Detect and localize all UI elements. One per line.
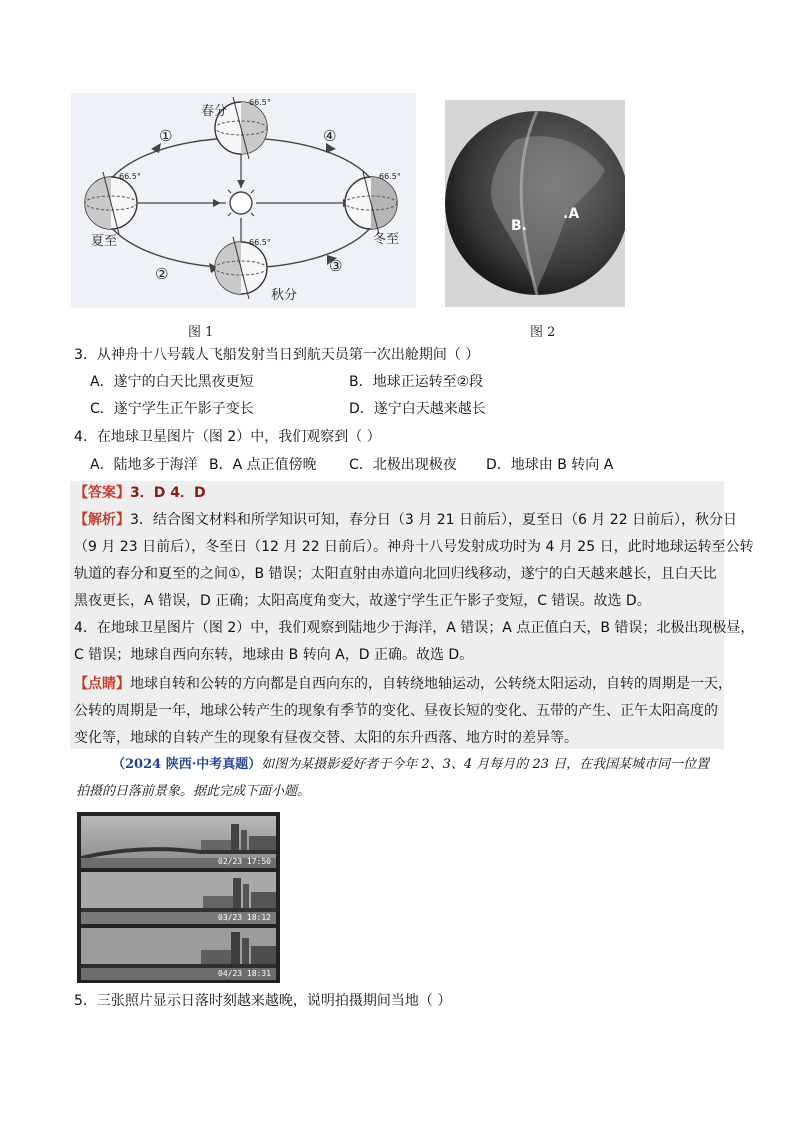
label-lat-autumn: 66.5° [249,238,271,247]
label-segment-3: ③ [329,257,343,275]
label-lat-winter: 66.5° [379,172,401,181]
q4-option-b: B．A 点正值傍晚 [209,457,317,473]
analysis-line-6: C 错误；地球自西向东转，地球由 B 转向 A，D 正确。故选 D。 [74,647,474,663]
q3-option-a: A．遂宁的白天比黑夜更短 [90,374,254,390]
earth-winter [345,172,397,234]
tip-text-1: 地球自转和公转的方向都是自西向东的，自转绕地轴运动，公转绕太阳运动，自转的周期是一天， [130,676,732,692]
satellite-image [445,100,625,307]
tip-line-1 [74,674,732,694]
q4-stem: 4．在地球卫星图片（图 2）中，我们观察到（ ） [74,429,381,445]
satellite-image-svg [445,100,625,307]
label-autumn: 秋分 [271,288,298,303]
q4-option-d: D．地球由 B 转向 A [486,457,614,473]
q4-option-c: C．北极出现极夜 [349,457,457,473]
label-summer: 夏至 [91,234,118,249]
label-lat-spring: 66.5° [249,98,271,107]
sun-icon [222,184,260,222]
analysis-tag: 【解析】 [74,512,130,528]
intro-line-1 [112,755,709,775]
photo-feb [81,816,276,868]
analysis-line-5: 4．在地球卫星图片（图 2）中，我们观察到陆地少于海洋，A 错误；A 点正值白天，B 错误；北极出现极昼， [74,620,755,636]
photo-feb-stamp: 02/23 17:50 [218,857,271,866]
label-b: B. [511,218,527,234]
photo-mar [81,872,276,924]
figure1-caption: 图 1 [188,325,214,340]
tip-line-2: 公转的周期是一年，地球公转产生的现象有季节的变化、昼夜长短的变化、五带的产生、正午太阳高度的 [74,703,718,719]
label-a: .A [563,206,580,222]
photo-apr [81,928,276,980]
label-spring: 春分 [201,104,228,119]
intro-line-2: 拍摄的日落前景象。据此完成下面小题。 [76,784,311,799]
intro-source: （2024 陕西·中考真题） [112,757,262,772]
label-winter: 冬至 [373,232,400,247]
label-segment-1: ① [159,127,173,145]
orbit-diagram [71,93,416,308]
q3-option-d: D．遂宁白天越来越长 [349,401,486,417]
analysis-text-1: 3．结合图文材料和所学知识可知，春分日（3 月 21 日前后），夏至日（6 月 22 日前后），秋分日 [130,512,738,528]
photo-apr-stamp: 04/23 18:31 [218,969,271,978]
analysis-line-3: 轨道的春分和夏至的之间①，B 错误；太阳直射由赤道向北回归线移动，遂宁的白天越来越长，且白天比 [74,566,717,582]
answer-tag: 【答案】 [74,485,130,501]
sunset-photos [77,812,280,983]
tip-line-3: 变化等，地球的自转产生的现象有昼夜交替、太阳的东升西落、地方时的差异等。 [74,730,578,746]
answer-line [74,483,206,503]
label-segment-2: ② [155,265,169,283]
earth-summer [85,172,137,234]
q3-stem: 3．从神舟十八号载人飞船发射当日到航天员第一次出舱期间（ ） [74,347,480,363]
label-lat-summer: 66.5° [119,172,141,181]
q3-option-c: C．遂宁学生正午影子变长 [90,401,254,417]
intro-text-1: 如图为某摄影爱好者于今年 2、3、4 月每月的 23 日，在我国某城市同一位置 [261,757,710,772]
q3-option-b: B．地球正运转至②段 [349,374,484,390]
answer-text: 3．D 4．D [130,485,206,501]
q5-stem: 5．三张照片显示日落时刻越来越晚，说明拍摄期间当地（ ） [74,993,452,1009]
figure2-caption: 图 2 [530,325,556,340]
analysis-line-1 [74,510,737,530]
analysis-line-4: 黑夜更长，A 错误，D 正确；太阳高度角变大，故遂宁学生正午影子变短，C 错误。故选 D。 [74,593,651,609]
orbit-diagram-svg [71,93,416,308]
q4-option-a: A．陆地多于海洋 [90,457,198,473]
analysis-line-2: （9 月 23 日前后），冬至日（12 月 22 日前后）。神舟十八号发射成功时为 4 月 25 日，此时地球运转至公转 [74,539,754,555]
photo-mar-stamp: 03/23 18:12 [218,913,271,922]
label-segment-4: ④ [323,127,337,145]
tip-tag: 【点睛】 [74,676,130,692]
